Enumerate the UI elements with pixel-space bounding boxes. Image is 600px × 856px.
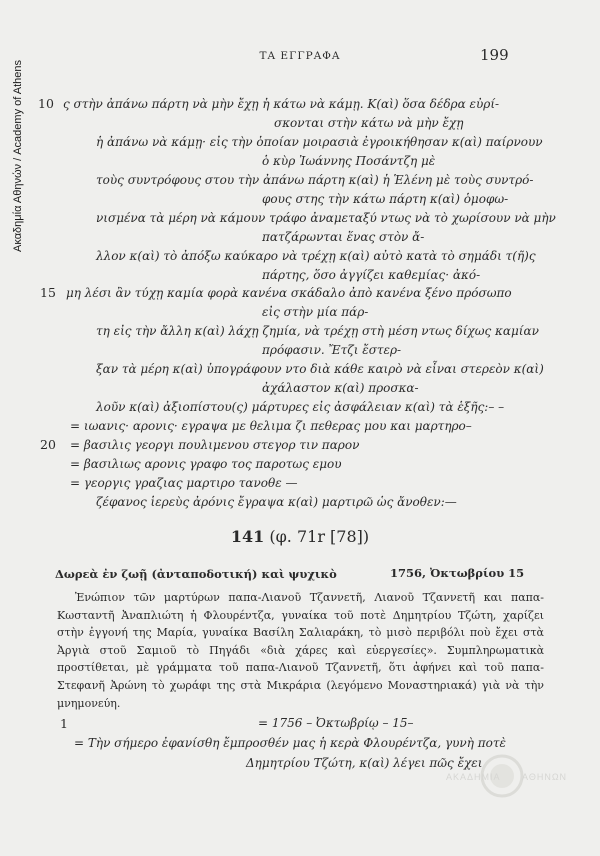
line-number-1: 1 bbox=[60, 716, 68, 731]
folio-reference: (φ. 71r [78]) bbox=[269, 527, 370, 546]
text-line: τοὺς συντρόφους στου τὴν ἀπάνω πάρτη κ(αὶ) ἡ Ἑλένη μὲ τοὺς συντρό- bbox=[96, 173, 534, 187]
line-number-15: 15 bbox=[40, 285, 56, 300]
document-line: = Τὴν σήμερο ἐφανίσθη ἔμπροσθέν μας ἡ κερὰ Φλουρέντζα, γυνὴ ποτὲ bbox=[74, 736, 506, 750]
document-line: Δημητρίου Τζώτη, κ(αὶ) λέγει πῶς ἔχει bbox=[246, 756, 483, 770]
page-number: 199 bbox=[480, 46, 509, 64]
text-line: νισμένα τὰ μέρη νὰ κάμουν τράφο ἀναμεταξύ ντως νὰ τὸ χωρίσουν νὰ μὴν bbox=[96, 211, 556, 225]
side-label: Ακαδημία Αθηνών / Academy of Athens bbox=[12, 59, 24, 252]
text-line: = βασιλιως αρονις γραφο τος παροτως εμου bbox=[70, 457, 342, 471]
text-line: ἡ ἀπάνω νὰ κάμῃ· εἰς τὴν ὁποίαν μοιρασιὰ ἐγροικήθησαν κ(αὶ) παίρνουν bbox=[96, 135, 543, 149]
document-subtitle: Δωρεὰ ἐν ζωῇ (ἀνταποδοτική) καὶ ψυχικὸ bbox=[55, 567, 337, 581]
text-line: μη λέσι ἂν τύχῃ καμία φορὰ κανένα σκάδαλο ἀπὸ κανένα ξένο πρόσωπο bbox=[66, 286, 512, 300]
text-line: πρόφασιν. Ἔτζι ἔστερ- bbox=[262, 343, 402, 357]
academy-watermark bbox=[440, 752, 568, 802]
text-line: ὁ κὺρ Ἰωάννης Ποσάντζη μὲ bbox=[262, 154, 436, 168]
text-line: ς στὴν ἀπάνω πάρτη νὰ μὴν ἔχῃ ἡ κάτω νὰ κάμῃ. Κ(αὶ) ὅσα δέδρα εὐρί- bbox=[63, 97, 500, 111]
document-date: 1756, Ὀκτωβρίου 15 bbox=[390, 566, 525, 580]
text-line: ἀχάλαστον κ(αὶ) προσκα- bbox=[262, 381, 419, 395]
line-number-20: 20 bbox=[40, 437, 56, 452]
text-line: = γεοργις γραζιας μαρτιρο τανοθε — bbox=[70, 476, 298, 490]
text-line: εἰς στὴν μία πάρ- bbox=[262, 305, 369, 319]
text-line: ζέφανος ἱερεὺς ἀρόνις ἔγραψα κ(αὶ) μαρτιρῶ ὡς ἄνοθεν:— bbox=[96, 495, 457, 509]
text-line: = βασιλις γεοργι πουλιμενου στεγορ τιν παρον bbox=[70, 438, 360, 452]
running-header: ΤΑ ΕΓΓΡΑΦΑ bbox=[259, 50, 341, 62]
text-line: λοῦν κ(αὶ) ἀξιοπίστου(ς) μάρτυρες εἰς ἀσφάλειαν κ(αὶ) τὰ ἑξῆς:– – bbox=[96, 400, 505, 414]
text-line: ξαν τὰ μέρη κ(αὶ) ὑπογράφουν ντο διὰ κάθε καιρὸ νὰ εἶναι στερεὸν κ(αὶ) bbox=[96, 362, 544, 376]
document-summary: Ἐνώπιον τῶν μαρτύρων παπα-Λιανοῦ Τζαννετῆ, Λιανοῦ Τζαννετῆ και παπα-Κωσταντῆ Ἀναπλιώτη ἡ Φλουρέντζα, γυναίκα τοῦ ποτὲ Δημητρίου Τζώτη, χαρίζει στὴν ἐγγονή της Μαρία, γυναίκα Βασίλη Σαλιαράκη, τὸ μισὸ περιβόλι ποὺ ἔχει στὰ Ἀργιὰ στοῦ Σαμιοῦ τὸ Πηγάδι «διὰ χάρες καὶ εὐεργεσίες». Συμπληρωματικὰ προστίθεται, μὲ γράμματα τοῦ παπα-Λιανοῦ Τζαννετῆ, ὅτι ἀφήνει καὶ τοῦ παπα-Στεφανῆ Ἀρώνη τὸ χωράφι της στὰ Μικράρια (λεγόμενο Μοναστηριακά) γιὰ νὰ τὴν μνημονεύη. bbox=[57, 591, 544, 710]
document-line: = 1756 – Ὀκτωβρίῳ – 15– bbox=[258, 716, 414, 730]
text-line: πατζάρωνται ἕνας στὸν ἄ- bbox=[262, 230, 425, 244]
watermark-right-text: ΑΘΗΝΩΝ bbox=[522, 772, 568, 782]
watermark-left-text: ΑΚΑΔΗΜΙΑ bbox=[446, 772, 501, 782]
text-line: πάρτης, ὅσο ἀγγίζει καθεμίας· ἀκό- bbox=[262, 268, 481, 282]
text-line: φους στης τὴν κάτω πάρτη κ(αὶ) ὁμοφω- bbox=[262, 192, 509, 206]
document-heading bbox=[0, 527, 600, 546]
text-line: σκονται στὴν κάτω νὰ μὴν ἔχῃ bbox=[274, 116, 464, 130]
text-line: λλον κ(αὶ) τὸ ἀπόξω καύκαρο νὰ τρέχῃ κ(αὶ) αὐτὸ κατὰ τὸ σημάδι τ(ῆ)ς bbox=[96, 249, 536, 263]
text-line: τη εἰς τὴν ἄλλη κ(αὶ) λάχῃ ζημία, νὰ τρέχῃ στὴ μέση ντως δίχως καμίαν bbox=[96, 324, 539, 338]
line-number-10: 10 bbox=[38, 96, 54, 111]
document-number: 141 bbox=[230, 527, 265, 546]
text-line: = ιωανις· αρονις· εγραψα με θελιμα ζι πεθερας μου και μαρτηρο– bbox=[70, 419, 472, 433]
